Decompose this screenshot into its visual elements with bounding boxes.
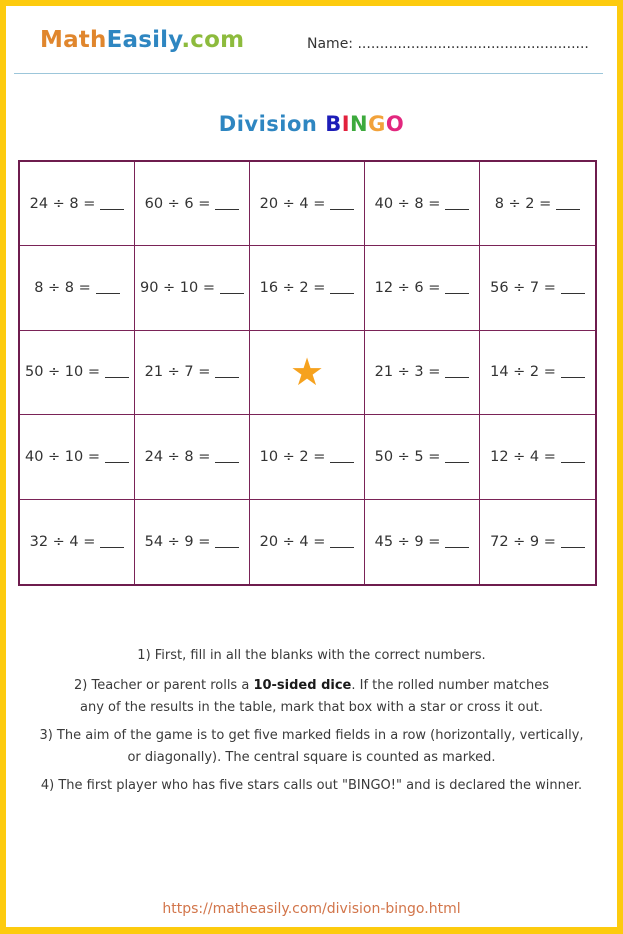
answer-blank[interactable] xyxy=(445,282,469,294)
answer-blank[interactable] xyxy=(445,366,469,378)
division-problem: 12 ÷ 4 = xyxy=(490,448,556,465)
division-problem: 16 ÷ 2 = xyxy=(259,280,326,297)
step2-bold: 10-sided dice xyxy=(253,678,352,693)
answer-blank[interactable] xyxy=(561,451,585,463)
answer-blank[interactable] xyxy=(445,451,469,463)
title-bingo xyxy=(325,112,404,136)
bingo-cell[interactable] xyxy=(365,415,480,499)
division-problem: 56 ÷ 7 = xyxy=(490,280,556,297)
bingo-cell[interactable] xyxy=(250,500,365,584)
bingo-cell[interactable] xyxy=(365,500,480,584)
bingo-cell[interactable] xyxy=(20,415,135,499)
answer-blank[interactable] xyxy=(96,282,120,294)
division-problem: 50 ÷ 5 = xyxy=(374,448,441,465)
answer-blank[interactable] xyxy=(220,282,244,294)
bingo-cell[interactable] xyxy=(20,500,135,584)
division-problem: 21 ÷ 3 = xyxy=(374,364,441,381)
division-problem: 24 ÷ 8 = xyxy=(29,195,96,212)
bingo-cell[interactable] xyxy=(250,415,365,499)
division-problem: 8 ÷ 2 = xyxy=(494,195,552,212)
division-problem: 50 ÷ 10 = xyxy=(24,364,101,381)
bingo-cell[interactable] xyxy=(250,162,365,246)
bingo-cell[interactable] xyxy=(135,331,250,415)
title-division: Division xyxy=(218,112,318,136)
logo-math: Math xyxy=(40,27,107,53)
bingo-board xyxy=(18,160,597,586)
answer-blank[interactable] xyxy=(215,536,239,548)
division-problem: 20 ÷ 4 = xyxy=(259,195,326,212)
answer-blank[interactable] xyxy=(330,198,354,210)
answer-blank[interactable] xyxy=(105,451,129,463)
division-problem: 10 ÷ 2 = xyxy=(259,448,326,465)
name-field: Name: .................................................... xyxy=(307,36,589,52)
bingo-cell[interactable] xyxy=(135,500,250,584)
answer-blank[interactable] xyxy=(561,536,585,548)
answer-blank[interactable] xyxy=(100,198,124,210)
bingo-cell[interactable] xyxy=(135,162,250,246)
division-problem: 32 ÷ 4 = xyxy=(29,533,96,550)
answer-blank[interactable] xyxy=(330,282,354,294)
free-space-cell[interactable] xyxy=(250,331,365,415)
step3-line2: or diagonally). The central square is counted as marked. xyxy=(127,750,496,765)
answer-blank[interactable] xyxy=(445,198,469,210)
bingo-letter-g: G xyxy=(368,112,386,136)
bingo-letter-o: O xyxy=(385,112,405,136)
step2-line2: any of the results in the table, mark that box with a star or cross it out. xyxy=(80,700,543,715)
division-problem: 40 ÷ 8 = xyxy=(374,195,441,212)
bingo-cell[interactable] xyxy=(135,415,250,499)
bingo-cell[interactable] xyxy=(480,415,595,499)
instructions xyxy=(14,645,609,805)
step2-text-post: . If the rolled number matches xyxy=(351,678,550,693)
instruction-step-3 xyxy=(14,725,609,769)
star-icon: ★ xyxy=(289,350,325,395)
answer-blank[interactable] xyxy=(445,536,469,548)
bingo-cell[interactable] xyxy=(250,246,365,330)
instruction-step-2 xyxy=(14,675,609,719)
division-problem: 8 ÷ 8 = xyxy=(34,280,91,297)
division-problem: 20 ÷ 4 = xyxy=(259,533,326,550)
step3-line1: 3) The aim of the game is to get five marked fields in a row (horizontally, vertically, xyxy=(39,728,584,743)
header-divider xyxy=(14,73,603,74)
bingo-cell[interactable] xyxy=(135,246,250,330)
division-problem: 24 ÷ 8 = xyxy=(144,448,211,465)
bingo-cell[interactable] xyxy=(365,162,480,246)
division-problem: 54 ÷ 9 = xyxy=(144,533,211,550)
division-problem: 12 ÷ 6 = xyxy=(374,280,441,297)
bingo-cell[interactable] xyxy=(480,246,595,330)
logo-com: .com xyxy=(181,27,245,53)
division-problem: 60 ÷ 6 = xyxy=(144,195,211,212)
division-problem: 14 ÷ 2 = xyxy=(490,364,556,381)
step2-text-pre: 2) Teacher or parent rolls a xyxy=(73,678,254,693)
bingo-letter-i: I xyxy=(341,112,351,136)
division-problem: 40 ÷ 10 = xyxy=(24,448,101,465)
answer-blank[interactable] xyxy=(215,198,239,210)
answer-blank[interactable] xyxy=(330,451,354,463)
answer-blank[interactable] xyxy=(215,451,239,463)
bingo-cell[interactable] xyxy=(20,331,135,415)
answer-blank[interactable] xyxy=(100,536,124,548)
bingo-cell[interactable] xyxy=(20,246,135,330)
answer-blank[interactable] xyxy=(561,366,585,378)
answer-blank[interactable] xyxy=(556,198,580,210)
division-problem: 90 ÷ 10 = xyxy=(139,280,216,297)
bingo-letter-b: B xyxy=(325,112,342,136)
bingo-cell[interactable] xyxy=(480,500,595,584)
site-logo xyxy=(40,27,244,53)
bingo-cell[interactable] xyxy=(20,162,135,246)
answer-blank[interactable] xyxy=(561,282,585,294)
bingo-letter-n: N xyxy=(350,112,369,136)
answer-blank[interactable] xyxy=(105,366,129,378)
bingo-cell[interactable] xyxy=(365,331,480,415)
division-problem: 72 ÷ 9 = xyxy=(490,533,556,550)
answer-blank[interactable] xyxy=(330,536,354,548)
answer-blank[interactable] xyxy=(215,366,239,378)
division-problem: 45 ÷ 9 = xyxy=(374,533,441,550)
instruction-step-4: 4) The first player who has five stars calls out "BINGO!" and is declared the winner. xyxy=(40,778,583,793)
logo-easily: Easily xyxy=(106,27,182,53)
page-title xyxy=(0,112,623,136)
instruction-step-1: 1) First, fill in all the blanks with the correct numbers. xyxy=(137,648,486,663)
footer-url[interactable]: https://matheasily.com/division-bingo.html xyxy=(162,901,461,917)
bingo-cell[interactable] xyxy=(365,246,480,330)
bingo-cell[interactable] xyxy=(480,331,595,415)
division-problem: 21 ÷ 7 = xyxy=(144,364,211,381)
bingo-cell[interactable] xyxy=(480,162,595,246)
